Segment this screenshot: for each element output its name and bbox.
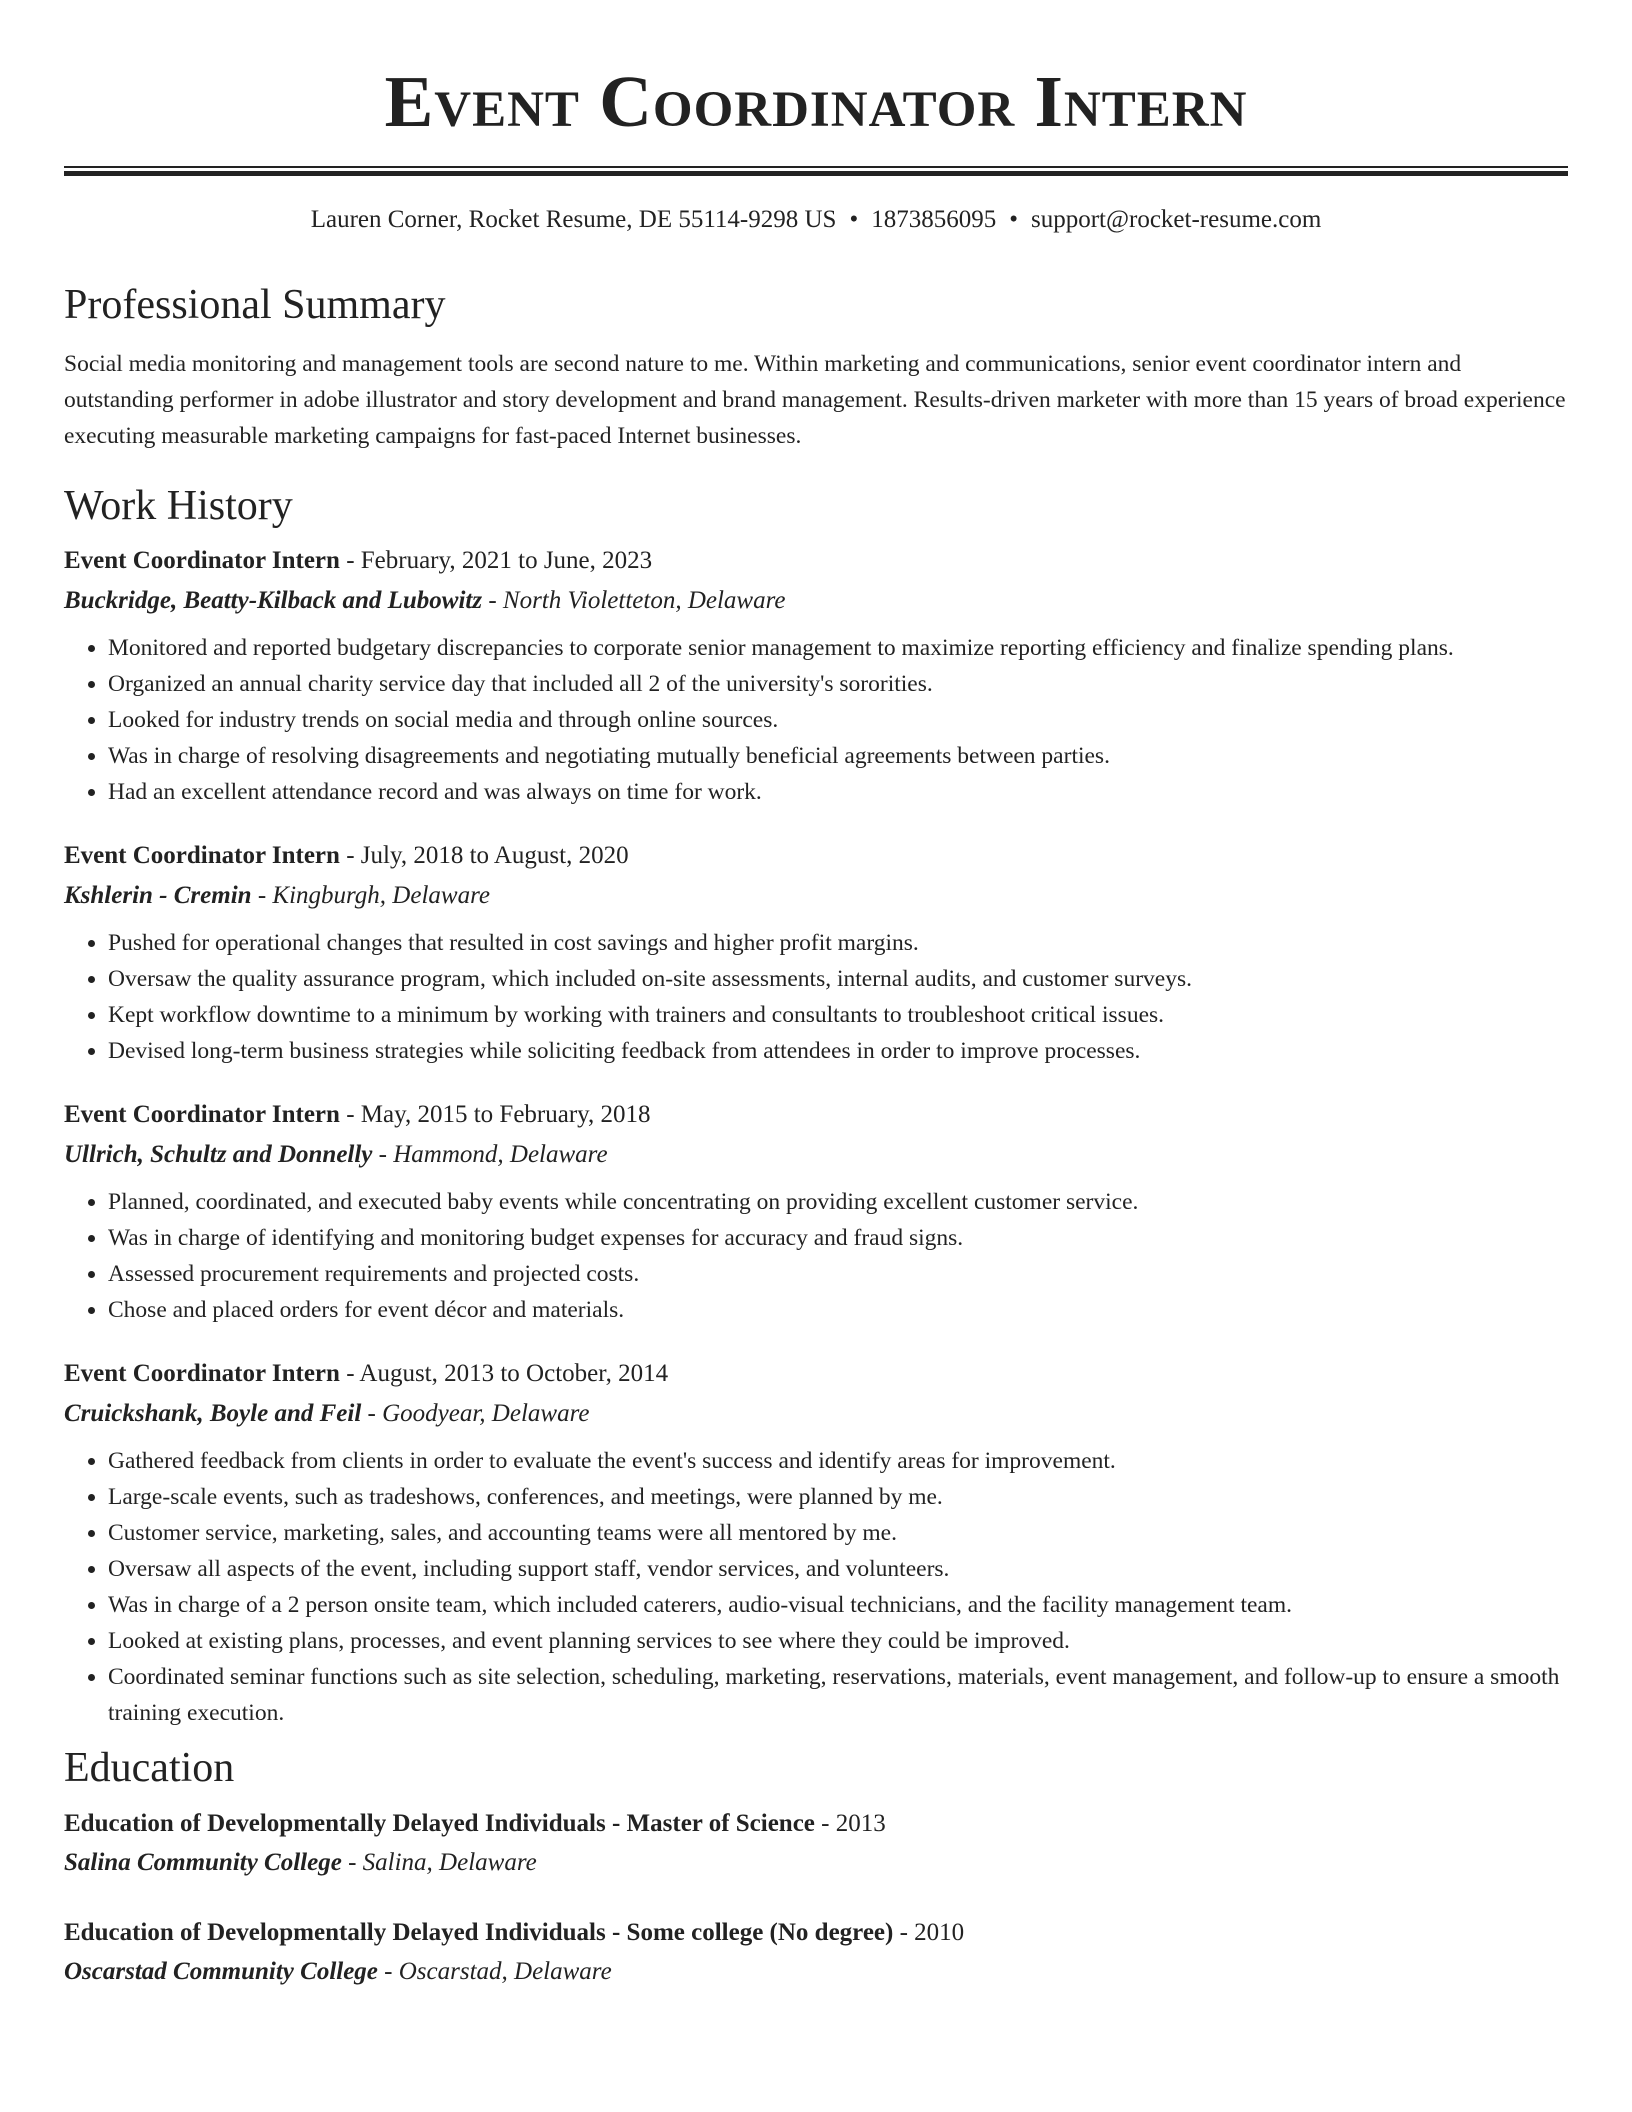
job-title-line (64, 1354, 1568, 1394)
company-location: - Kingburgh, Delaware (257, 882, 490, 909)
list-item: • Oversaw all aspects of the event, including support staff, vendor services, and volunteers. (108, 1551, 1568, 1587)
job-duties-list (64, 925, 1568, 1069)
company-location: - Hammond, Delaware (378, 1141, 608, 1168)
list-item: • Pushed for operational changes that resulted in cost savings and higher profit margins. (108, 925, 1568, 961)
list-item: • Kept workflow downtime to a minimum by working with trainers and consultants to troubleshoot critical issues. (108, 997, 1568, 1033)
degree-line (64, 1805, 1568, 1843)
company-location: - North Violetteton, Delaware (488, 587, 786, 614)
list-item: • Gathered feedback from clients in order to evaluate the event's success and identify areas for improvement. (108, 1443, 1568, 1479)
title-double-rule (64, 166, 1568, 176)
list-item: • Organized an annual charity service day that included all 2 of the university's sororities. (108, 666, 1568, 702)
list-item: • Devised long-term business strategies while soliciting feedback from attendees in order to improve processes. (108, 1033, 1568, 1069)
company-line (64, 1394, 1568, 1434)
summary-text: Social media monitoring and management tools are second nature to me. Within marketing and communications, senior event coordinator intern and outstanding performer in adobe illustrator and story development and brand management. Results-driven marketer with more than 15 years of broad experience executing measurable marketing campaigns for fast-paced Internet businesses. (64, 351, 1566, 449)
list-item: • Large-scale events, such as tradeshows, conferences, and meetings, were planned by me. (108, 1479, 1568, 1515)
job-title-line (64, 836, 1568, 876)
job-duties-list (64, 1443, 1568, 1731)
list-item: • Monitored and reported budgetary discrepancies to corporate senior management to maximize reporting efficiency and finalize spending plans. (108, 630, 1568, 666)
company-line (64, 581, 1568, 621)
job-entry (64, 541, 1568, 810)
job-entry (64, 836, 1568, 1069)
list-item: • Was in charge of a 2 person onsite team, which included caterers, audio-visual technicians, and the facility management team. (108, 1587, 1568, 1623)
list-item: • Had an excellent attendance record and was always on time for work. (108, 774, 1568, 810)
education-heading: Education (64, 1745, 235, 1791)
job-dates: - July, 2018 to August, 2020 (346, 842, 629, 869)
list-item: • Oversaw the quality assurance program, which included on-site assessments, internal audits, and customer surveys. (108, 961, 1568, 997)
company-location: - Goodyear, Delaware (367, 1400, 590, 1427)
degree-name: Education of Developmentally Delayed Individuals - Master of Science (64, 1810, 815, 1837)
job-duties-list (64, 630, 1568, 810)
school-location: - Oscarstad, Delaware (384, 1958, 612, 1985)
contact-email[interactable]: support@rocket-resume.com (1030, 206, 1322, 233)
job-title: Event Coordinator Intern (64, 1360, 340, 1387)
contact-line (64, 204, 1568, 236)
list-item: • Coordinated seminar functions such as site selection, scheduling, marketing, reservations, materials, event management, and follow-up to ensure a smooth training execution. (108, 1659, 1568, 1731)
summary-heading: Professional Summary (64, 282, 446, 328)
degree-line (64, 1914, 1568, 1952)
job-dates: - August, 2013 to October, 2014 (346, 1360, 669, 1387)
company-name: Cruickshank, Boyle and Feil (64, 1400, 362, 1427)
list-item: • Looked for industry trends on social media and through online sources. (108, 702, 1568, 738)
job-duties-list (64, 1184, 1568, 1328)
degree-year: - 2010 (899, 1919, 965, 1946)
job-title: Event Coordinator Intern (64, 1101, 340, 1128)
list-item: • Was in charge of identifying and monitoring budget expenses for accuracy and fraud signs. (108, 1220, 1568, 1256)
company-name: Kshlerin - Cremin (64, 882, 252, 909)
contact-separator: • (849, 206, 859, 233)
education-entry (64, 1914, 1568, 1992)
list-item: • Customer service, marketing, sales, and accounting teams were all mentored by me. (108, 1515, 1568, 1551)
list-item: • Assessed procurement requirements and projected costs. (108, 1256, 1568, 1292)
company-line (64, 876, 1568, 916)
company-line (64, 1135, 1568, 1175)
contact-phone[interactable]: 1873856095 (871, 206, 997, 233)
job-dates: - February, 2021 to June, 2023 (346, 547, 653, 574)
list-item: • Chose and placed orders for event décor and materials. (108, 1292, 1568, 1328)
school-line (64, 1843, 1568, 1883)
school-location: - Salina, Delaware (348, 1849, 537, 1876)
company-name: Ullrich, Schultz and Donnelly (64, 1141, 373, 1168)
school-line (64, 1952, 1568, 1992)
job-entry (64, 1354, 1568, 1731)
degree-name: Education of Developmentally Delayed Individuals - Some college (No degree) (64, 1919, 894, 1946)
education-entry (64, 1805, 1568, 1883)
contact-separator: • (1009, 206, 1018, 233)
job-title-line (64, 541, 1568, 581)
company-name: Buckridge, Beatty-Kilback and Lubowitz (64, 587, 483, 614)
list-item: • Was in charge of resolving disagreements and negotiating mutually beneficial agreements between parties. (108, 738, 1568, 774)
degree-year: - 2013 (821, 1810, 886, 1837)
job-title: Event Coordinator Intern (64, 547, 340, 574)
job-dates: - May, 2015 to February, 2018 (346, 1101, 651, 1128)
school-name: Oscarstad Community College (64, 1958, 378, 1985)
list-item: • Planned, coordinated, and executed baby events while concentrating on providing excellent customer service. (108, 1184, 1568, 1220)
work-history-heading: Work History (64, 483, 293, 529)
job-title-line (64, 1095, 1568, 1135)
page-title: Event Coordinator Intern (384, 61, 1248, 142)
job-entry (64, 1095, 1568, 1328)
contact-address: Lauren Corner, Rocket Resume, DE 55114-9298 US (310, 206, 837, 233)
school-name: Salina Community College (64, 1849, 342, 1876)
job-title: Event Coordinator Intern (64, 842, 340, 869)
list-item: • Looked at existing plans, processes, and event planning services to see where they could be improved. (108, 1623, 1568, 1659)
